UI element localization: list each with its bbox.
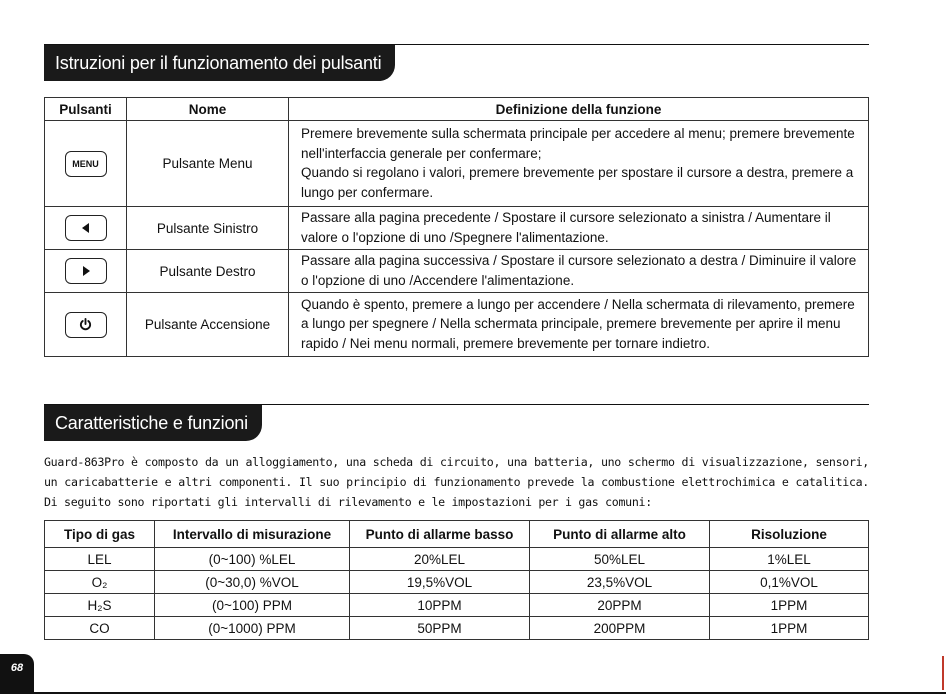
gas-high-alarm: 20PPM [530, 594, 710, 617]
page-number: 68 [0, 654, 34, 694]
col-header-buttons: Pulsanti [45, 98, 127, 121]
gas-low-alarm: 10PPM [350, 594, 530, 617]
gas-high-alarm: 200PPM [530, 617, 710, 640]
table-row [45, 571, 869, 594]
gas-resolution: 0,1%VOL [710, 571, 869, 594]
button-name: Pulsante Accensione [127, 293, 289, 357]
col-header-gas-type: Tipo di gas [45, 521, 155, 548]
gas-table [44, 520, 869, 640]
table-row [45, 594, 869, 617]
edge-mark [942, 656, 944, 690]
buttons-table [44, 97, 869, 357]
right-arrow-key-icon [65, 258, 107, 284]
gas-resolution: 1PPM [710, 594, 869, 617]
table-row [45, 617, 869, 640]
gas-resolution: 1%LEL [710, 548, 869, 571]
gas-table-header [45, 521, 869, 548]
menu-key-icon: MENU [65, 151, 107, 177]
left-arrow-key-icon [65, 215, 107, 241]
col-header-high-alarm: Punto di allarme alto [530, 521, 710, 548]
gas-high-alarm: 50%LEL [530, 548, 710, 571]
button-definition: Passare alla pagina successiva / Spostare il cursore selezionato a destra / Diminuire il valore o l'opzione di uno /Accendere l'alimentazione. [289, 250, 869, 293]
table-row [45, 121, 869, 207]
section2-title: Caratteristiche e funzioni [44, 405, 262, 441]
button-cell [45, 121, 127, 207]
button-cell [45, 293, 127, 357]
button-definition: Premere brevemente sulla schermata principale per accedere al menu; premere brevemente nell'interfaccia generale per confermare; Quando si regolano i valori, premere brevemente per spostare il cursore a destra, premere a lungo per confermare. [289, 121, 869, 207]
gas-low-alarm: 20%LEL [350, 548, 530, 571]
gas-high-alarm: 23,5%VOL [530, 571, 710, 594]
table-row [45, 250, 869, 293]
gas-range: (0~100) PPM [155, 594, 350, 617]
button-cell [45, 207, 127, 250]
power-key-icon [65, 312, 107, 338]
col-header-low-alarm: Punto di allarme basso [350, 521, 530, 548]
section2-intro: Guard-863Pro è composto da un alloggiamento, una scheda di circuito, una batteria, uno schermo di visualizzazione, sensori, un caricabatterie e altri componenti. Il suo principio di funzionamento prevede la combustione elettrochimica e catalitica. Di seguito sono riportati gli intervalli di rilevamento e le impostazioni per i gas comuni: [44, 455, 869, 509]
gas-type: LEL [45, 548, 155, 571]
buttons-table-header [45, 98, 869, 121]
table-row [45, 207, 869, 250]
gas-range: (0~100) %LEL [155, 548, 350, 571]
gas-low-alarm: 19,5%VOL [350, 571, 530, 594]
gas-range: (0~30,0) %VOL [155, 571, 350, 594]
table-row [45, 293, 869, 357]
gas-type: H₂S [45, 594, 155, 617]
gas-resolution: 1PPM [710, 617, 869, 640]
button-name: Pulsante Destro [127, 250, 289, 293]
col-header-range: Intervallo di misurazione [155, 521, 350, 548]
gas-low-alarm: 50PPM [350, 617, 530, 640]
button-definition: Quando è spento, premere a lungo per accendere / Nella schermata di rilevamento, premere a lungo per spegnere / Nella schermata principale, premere brevemente per aprire il menu rapido / Nei menu normali, premere brevemente per tornare indietro. [289, 293, 869, 357]
gas-type: O₂ [45, 571, 155, 594]
table-row [45, 548, 869, 571]
gas-range: (0~1000) PPM [155, 617, 350, 640]
gas-type: CO [45, 617, 155, 640]
button-name: Pulsante Sinistro [127, 207, 289, 250]
button-definition: Passare alla pagina precedente / Spostare il cursore selezionato a sinistra / Aumentare il valore o l'opzione di uno /Spegnere l'alimentazione. [289, 207, 869, 250]
button-cell [45, 250, 127, 293]
button-name: Pulsante Menu [127, 121, 289, 207]
section1-title: Istruzioni per il funzionamento dei pulsanti [44, 45, 395, 81]
col-header-resolution: Risoluzione [710, 521, 869, 548]
col-header-name: Nome [127, 98, 289, 121]
col-header-definition: Definizione della funzione [289, 98, 869, 121]
